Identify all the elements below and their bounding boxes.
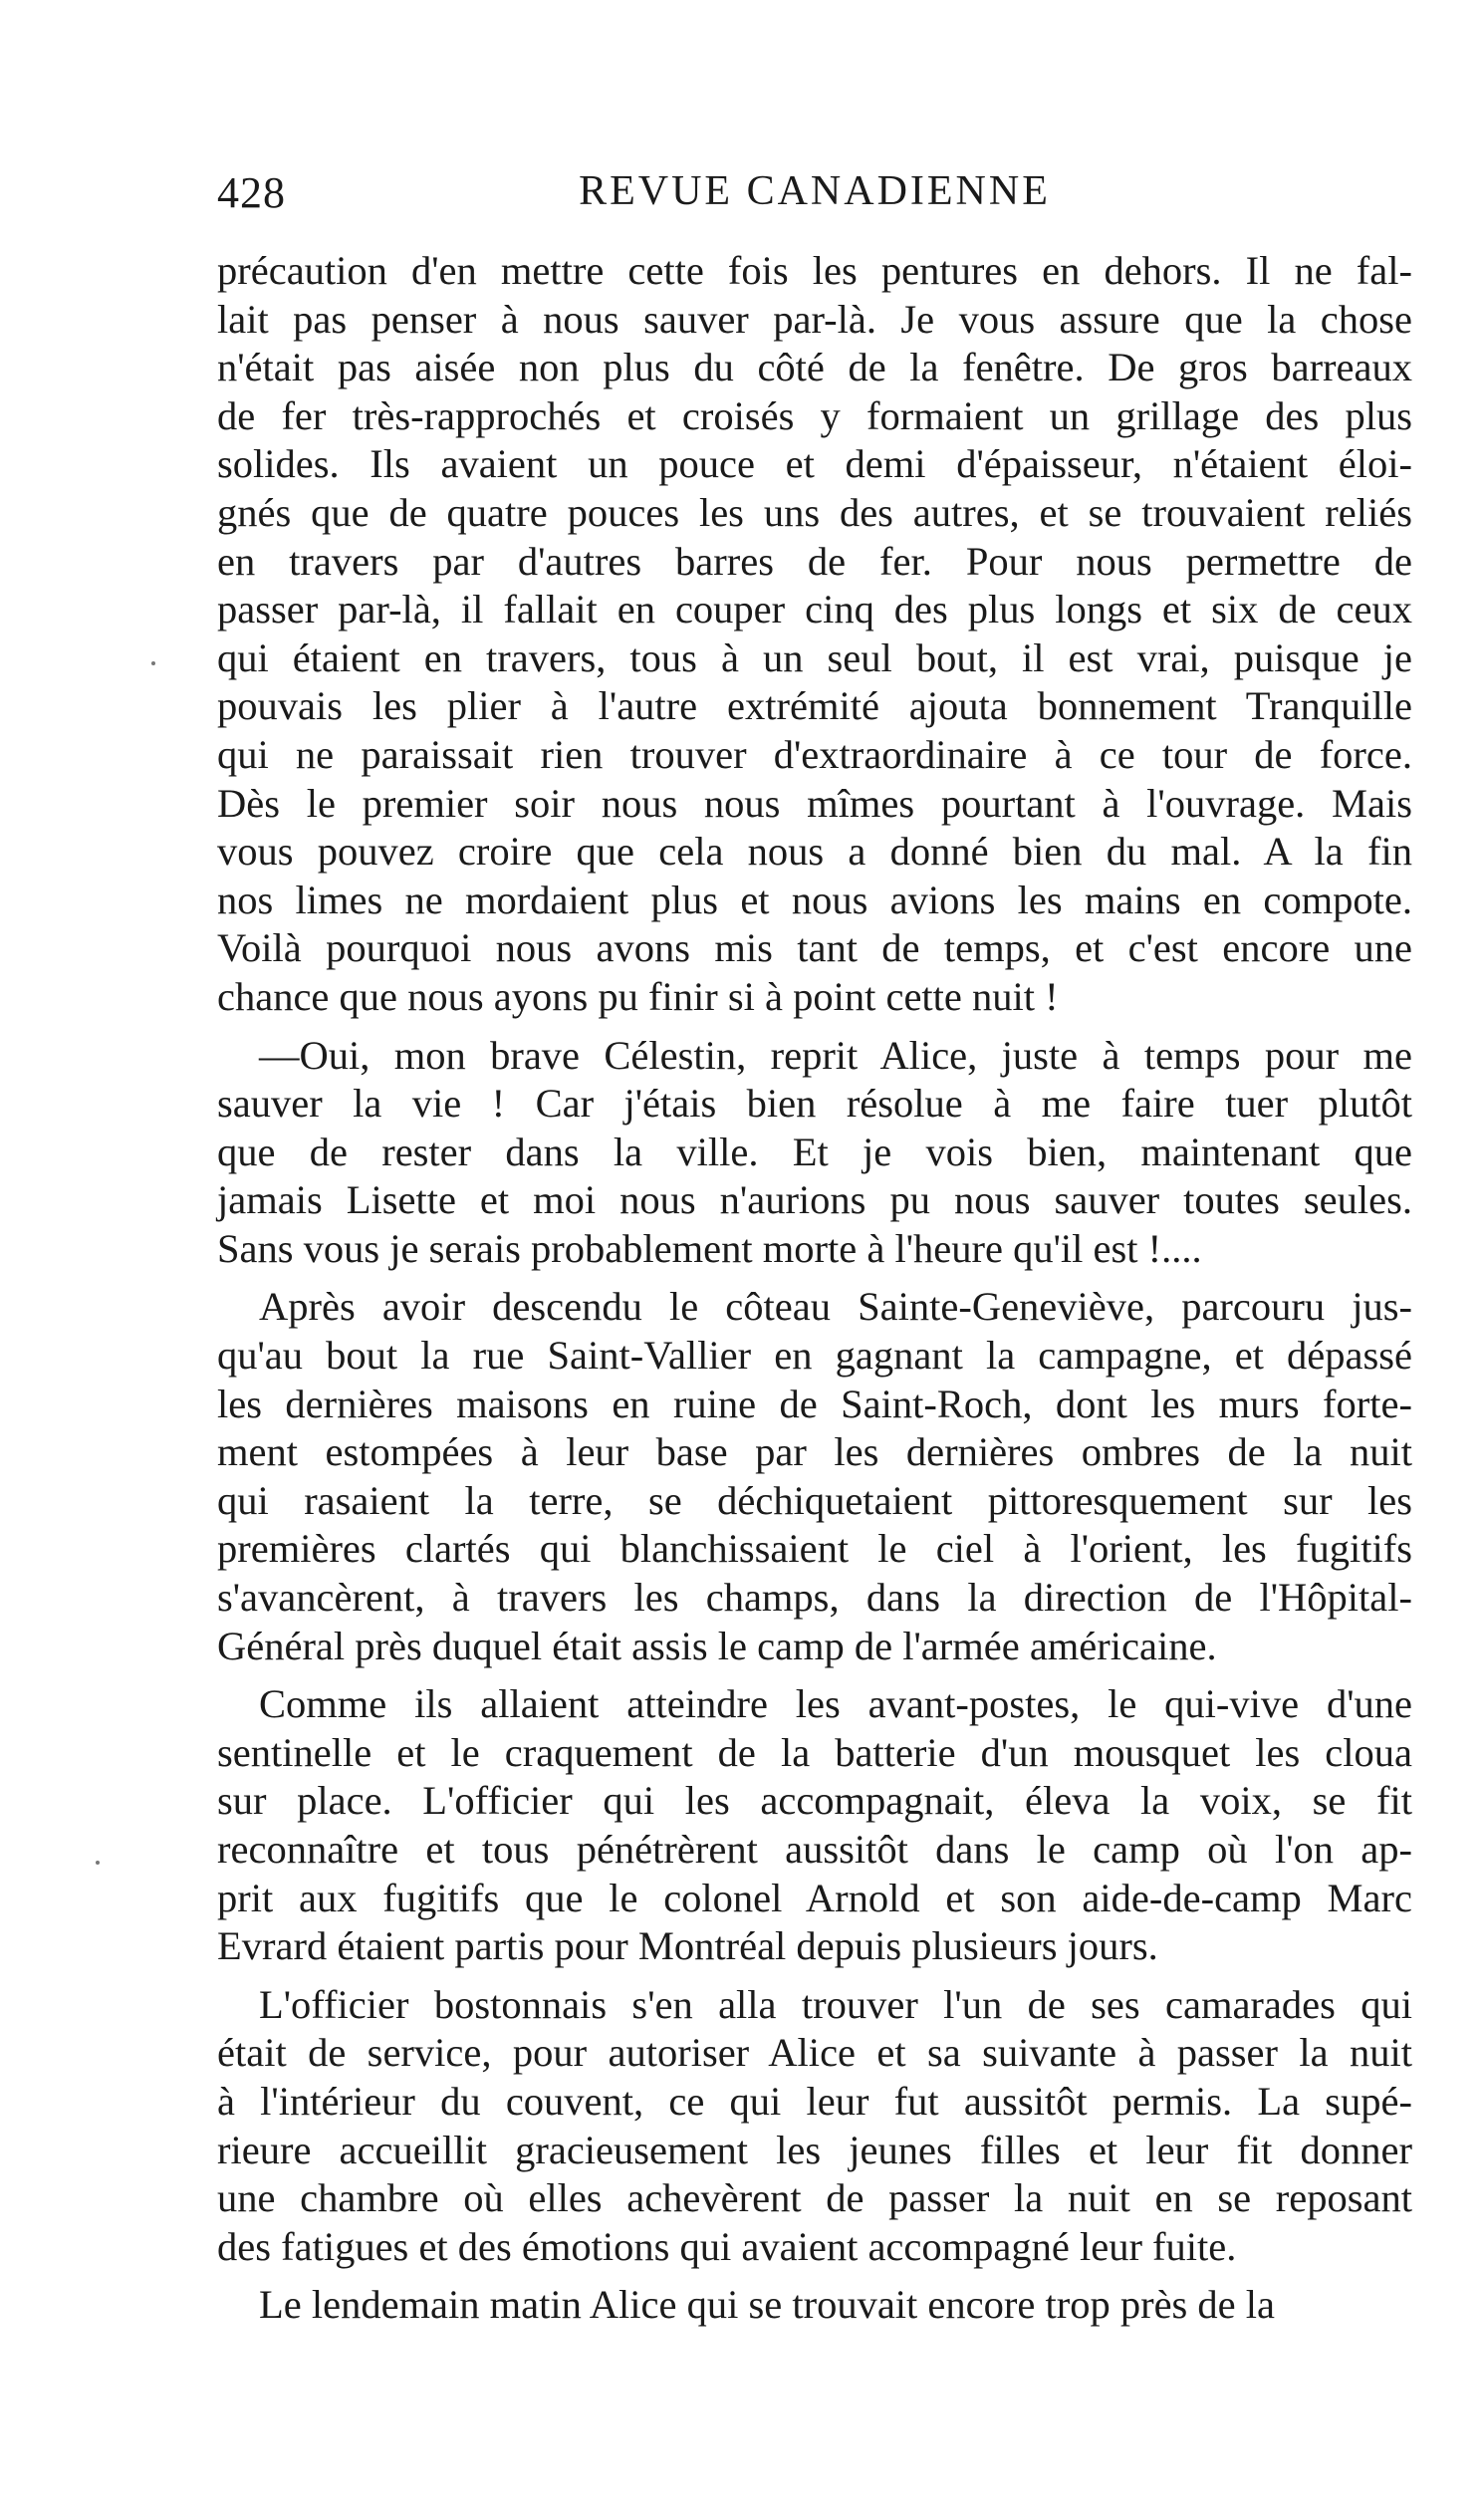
text-line: n'était pas aisée non plus du côté de la fenêtre. De gros barreaux (217, 345, 1412, 390)
text-line: de fer très-rapprochés et croisés y formaient un grillage des plus (217, 392, 1412, 438)
text-line: reconnaître et tous pénétrèrent aussitôt dans le camp où l'on ap- (217, 1827, 1412, 1872)
text-line: Dès le premier soir nous nous mîmes pourtant à l'ouvrage. Mais (217, 780, 1412, 826)
text-line: Général près duquel était assis le camp de l'armée américaine. (217, 1623, 1217, 1668)
text-line: Voilà pourquoi nous avons mis tant de temps, et c'est encore une (217, 925, 1412, 971)
text-line: une chambre où elles achevèrent de passer la nuit en se reposant (217, 2175, 1412, 2221)
text-line: qui rasaient la terre, se déchiquetaient pittoresquement sur les (217, 1477, 1412, 1523)
paragraph (217, 2281, 1412, 2330)
body-text (217, 247, 1412, 2340)
text-line: pouvais les plier à l'autre extrémité ajouta bonnement Tranquille (217, 683, 1412, 729)
text-line: jamais Lisette et moi nous n'aurions pu nous sauver toutes seules. (217, 1177, 1412, 1223)
text-line: gnés que de quatre pouces les uns des autres, et se trouvaient reliés (217, 489, 1412, 535)
text-line: à l'intérieur du couvent, ce qui leur fut aussitôt permis. La supé- (217, 2078, 1412, 2124)
text-line: premières clartés qui blanchissaient le ciel à l'orient, les fugitifs (217, 1526, 1412, 1572)
text-line: était de service, pour autoriser Alice et sa suivante à passer la nuit (217, 2030, 1412, 2076)
text-line: nos limes ne mordaient plus et nous avions les mains en compote. (217, 877, 1412, 922)
stray-mark (96, 1861, 100, 1865)
text-line: en travers par d'autres barres de fer. Pour nous permettre de (217, 538, 1412, 584)
text-line: Evrard étaient partis pour Montréal depuis plusieurs jours. (217, 1923, 1158, 1969)
text-line: Sans vous je serais probablement morte à l'heure qu'il est !.... (217, 1225, 1202, 1271)
stray-mark (151, 661, 155, 665)
text-line: qu'au bout la rue Saint-Vallier en gagnant la campagne, et dépassé (217, 1333, 1412, 1379)
text-line: qui étaient en travers, tous à un seul bout, il est vrai, puisque je (217, 634, 1412, 680)
text-line: des fatigues et des émotions qui avaient accompagné leur fuite. (217, 2223, 1237, 2269)
text-line: ment estompées à leur base par les dernières ombres de la nuit (217, 1429, 1412, 1475)
text-line: Comme ils allaient atteindre les avant-postes, le qui-vive d'une (259, 1681, 1412, 1727)
paragraph (217, 1032, 1412, 1274)
paragraph (217, 247, 1412, 1022)
text-line: chance que nous ayons pu finir si à point cette nuit ! (217, 973, 1059, 1019)
text-line: rieure accueillit gracieusement les jeunes filles et leur fit donner (217, 2127, 1412, 2172)
paragraph (217, 1981, 1412, 2272)
text-line: —Oui, mon brave Célestin, reprit Alice, juste à temps pour me (259, 1032, 1412, 1078)
text-line: précaution d'en mettre cette fois les pentures en dehors. Il ne fal- (217, 248, 1412, 293)
text-line: L'officier bostonnais s'en alla trouver l'un de ses camarades qui (259, 1981, 1412, 2027)
text-line: qui ne paraissait rien trouver d'extraordinaire à ce tour de force. (217, 731, 1412, 777)
text-line: sentinelle et le craquement de la batterie d'un mousquet les cloua (217, 1729, 1412, 1775)
journal-title: REVUE CANADIENNE (579, 168, 1051, 214)
running-header (217, 167, 1412, 227)
text-line: s'avancèrent, à travers les champs, dans la direction de l'Hôpital- (217, 1575, 1412, 1621)
text-line: prit aux fugitifs que le colonel Arnold et son aide-de-camp Marc (217, 1875, 1412, 1920)
text-line: sur place. L'officier qui les accompagnait, éleva la voix, se fit (217, 1778, 1412, 1824)
text-line: sauver la vie ! Car j'étais bien résolue à me faire tuer plutôt (217, 1081, 1412, 1127)
text-line: que de rester dans la ville. Et je vois bien, maintenant que (217, 1129, 1412, 1174)
text-line: passer par-là, il fallait en couper cinq des plus longs et six de ceux (217, 587, 1412, 632)
text-line: lait pas penser à nous sauver par-là. Je vous assure que la chose (217, 296, 1412, 342)
text-line: vous pouvez croire que cela nous a donné bien du mal. A la fin (217, 829, 1412, 875)
paragraph (217, 1680, 1412, 1971)
text-line: les dernières maisons en ruine de Saint-Roch, dont les murs forte- (217, 1381, 1412, 1426)
text-line: solides. Ils avaient un pouce et demi d'épaisseur, n'étaient éloi- (217, 441, 1412, 487)
page-number: 428 (217, 168, 286, 217)
paragraph (217, 1283, 1412, 1670)
text-line: Le lendemain matin Alice qui se trouvait encore trop près de la (259, 2282, 1276, 2328)
text-line: Après avoir descendu le côteau Sainte-Geneviève, parcouru jus- (259, 1284, 1412, 1330)
